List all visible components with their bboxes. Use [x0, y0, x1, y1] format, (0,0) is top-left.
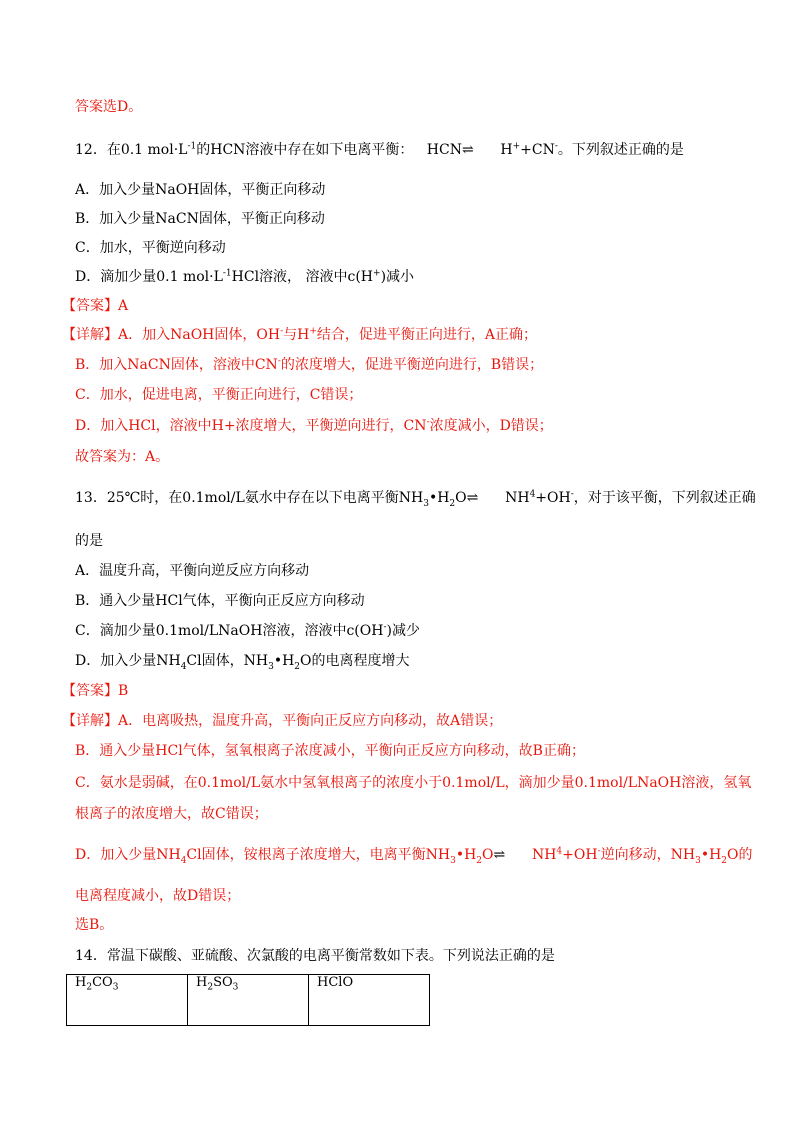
option-12-c: C．加水，平衡逆向移动: [75, 240, 226, 256]
detail-13-d: D．加入少量$NH_4Cl$固体，铵根离子浓度增大，电离平衡$NH_3•H_2O\rightleftharpoons$ $NH^4+OH^-$逆向移动，$NH_3•H_2O$的: [75, 846, 753, 866]
option-13-d: D．加入少量$NH_4Cl$固体，$NH_3•H_2O$的电离程度增大: [75, 653, 410, 672]
answer-13: 【答案】B: [62, 683, 129, 699]
question-13-cont: 的是: [75, 533, 103, 549]
answer-12: 【答案】A: [62, 298, 129, 314]
table-cell-h2so3: $H_2SO_3$: [188, 975, 309, 1026]
question-14-stem: 14．常温下碳酸、亚硫酸、次氯酸的电离平衡常数如下表。下列说法正确的是: [75, 948, 555, 964]
option-13-a: A．温度升高，平衡向逆反应方向移动: [75, 563, 310, 579]
table-cell-hclo: HClO: [309, 975, 430, 1026]
detail-12-b: B．加入NaCN固体，溶液中CN-的浓度增大，促进平衡逆向进行，B错误；: [75, 356, 544, 373]
final-13: 选B。: [75, 917, 114, 933]
option-12-a: A．加入少量NaOH固体，平衡正向移动: [75, 182, 326, 198]
detail-13-a: 【详解】A．电离吸热，温度升高，平衡向正反应方向移动，故A错误；: [62, 713, 503, 729]
option-12-d: D．滴加少量0.1 $mol\cdot L^{-1}HCl$溶液， 溶液中c(H+)减小: [75, 268, 415, 285]
equilibrium-arrow-icon: ⇌: [461, 142, 474, 158]
detail-13-c1: C．氨水是弱碱，在0.1mol/L氨水中氢氧根离子的浓度小于0.1mol/L，滴加少量0.1mol/LNaOH溶液，氢氧: [75, 775, 752, 791]
option-13-b: B．通入少量HCl气体，平衡向正反应方向移动: [75, 593, 365, 609]
answer-prev: 答案选D。: [75, 99, 143, 115]
constants-table: [66, 974, 430, 1026]
question-12-stem: 12．在0.1 $mol\cdot L^{-1}$的HCN溶液中存在如下电离平衡： HCN⇌ H++CN-。下列叙述正确的是: [75, 141, 684, 158]
option-12-b: B．加入少量NaCN固体，平衡正向移动: [75, 211, 325, 227]
equilibrium-arrow-icon: ⇌: [466, 490, 479, 506]
table-cell-h2co3: $H_2CO_3$: [67, 975, 188, 1026]
question-13-stem: 13．25℃时，在0.1mol/L氨水中存在以下电离平衡$NH_3•H_2O\rightleftharpoons$ $NH^4+OH^-$，对于该平衡，下列叙述正确: [75, 489, 756, 509]
detail-12-d: D．加入HCl，溶液中H+浓度增大，平衡逆向进行，CN-浓度减小，D错误；: [75, 417, 553, 434]
detail-13-c2: 根离子的浓度增大，故C错误；: [75, 806, 268, 822]
option-13-c: C．滴加少量0.1mol/LNaOH溶液，溶液中c(OH-)减少: [75, 622, 420, 639]
detail-13-b: B．通入少量HCl气体，氢氧根离子浓度减小，平衡向正反应方向移动，故B正确；: [75, 743, 585, 759]
detail-13-d2: 电离程度减小，故D错误；: [75, 888, 241, 904]
final-12: 故答案为：A。: [75, 449, 170, 465]
detail-12-c: C．加水，促进电离，平衡正向进行，C错误；: [75, 387, 363, 403]
equilibrium-arrow-icon: ⇌: [493, 847, 506, 863]
table-row: [67, 975, 430, 1026]
detail-12-a: 【详解】A．加入NaOH固体，OH-与H+结合，促进平衡正向进行，A正确；: [62, 326, 538, 343]
